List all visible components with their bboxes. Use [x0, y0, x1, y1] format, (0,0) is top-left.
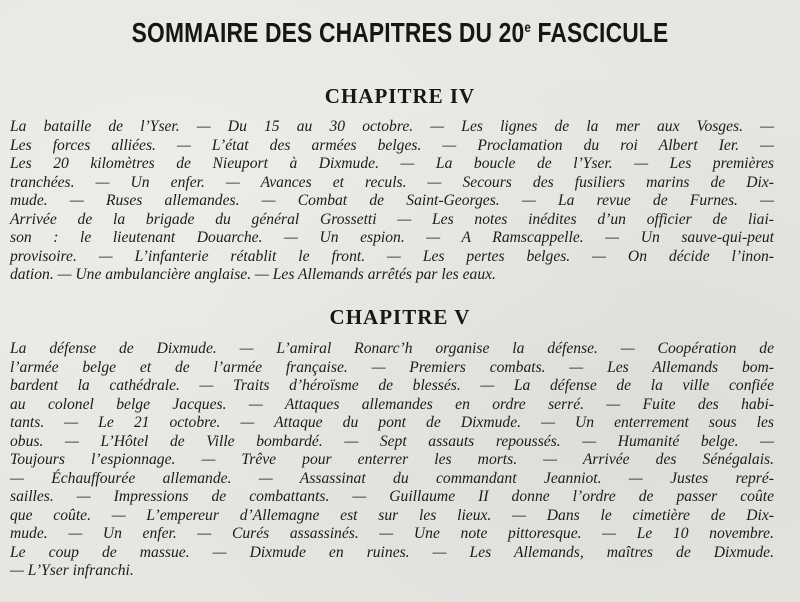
- summary-line: Arrivée de la brigade du général Grossetti — Les notes inédites d’un officier de liai-: [10, 210, 774, 228]
- summary-line: — Échauffourée allemande. — Assassinat du commandant Jeanniot. — Justes repré-: [10, 469, 774, 487]
- summary-line: obus. — L’Hôtel de Ville bombardé. — Sept assauts repoussés. — Humanité belge. —: [10, 432, 774, 450]
- summary-line: La bataille de l’Yser. — Du 15 au 30 octobre. — Les lignes de la mer aux Vosges. —: [10, 118, 774, 135]
- chapter-iv-heading: CHAPITRE IV: [324, 84, 476, 108]
- summary-line: que coûte. — L’empereur d’Allemagne est sur les lieux. — Dans le cimetière de Dix-: [10, 506, 774, 524]
- summary-line: tants. — Le 21 octobre. — Attaque du pont de Dixmude. — Un enterrement sous les: [10, 414, 774, 431]
- chapter-iv-summary: [10, 118, 774, 285]
- summary-line: Les forces alliées. — L’état des armées belges. — Proclamation du roi Albert Ier. —: [10, 136, 774, 154]
- summary-line: La défense de Dixmude. — L’amiral Ronarc’h organise la défense. — Coopération de: [10, 340, 774, 357]
- page-title-text: SOMMAIRE DES CHAPITRES DU 20: [131, 17, 525, 48]
- summary-line: sailles. — Impressions de combattants. — Guillaume II donne l’ordre de passer coûte: [10, 488, 774, 505]
- summary-line: l’armée belge et de l’armée française. — Premiers combats. — Les Allemands bom-: [10, 358, 774, 376]
- chapter-v-heading: CHAPITRE V: [329, 305, 471, 329]
- page-title: [68, 17, 732, 49]
- summary-line: Toujours l’espionnage. — Trêve pour enterrer les morts. — Arrivée des Sénégalais.: [10, 451, 774, 468]
- summary-line: Les 20 kilomètres de Nieuport à Dixmude. — La boucle de l’Yser. — Les premières: [10, 155, 774, 172]
- chapter-v-summary: [10, 340, 774, 581]
- page-title-suffix: FASCICULE: [531, 17, 669, 48]
- summary-line: tranchées. — Un enfer. — Avances et reculs. — Secours des fusiliers marins de Dix-: [10, 173, 774, 191]
- summary-line: dation. — Une ambulancière anglaise. — Les Allemands arrêtés par les eaux.: [10, 266, 496, 283]
- summary-line: — L’Yser infranchi.: [10, 562, 134, 579]
- summary-line: mude. — Ruses allemandes. — Combat de Saint-Georges. — La revue de Furnes. —: [10, 192, 774, 209]
- page-title-superscript: e: [524, 19, 532, 35]
- summary-line: son : le lieutenant Douarche. — Un espion. — A Ramscappelle. — Un sauve-qui-peut: [10, 229, 774, 246]
- summary-line: Le coup de massue. — Dixmude en ruines. — Les Allemands, maîtres de Dixmude.: [10, 543, 774, 561]
- summary-line: provisoire. — L’infanterie rétablit le front. — Les pertes belges. — On décide l’inon-: [10, 247, 774, 265]
- summary-line: mude. — Un enfer. — Curés assassinés. — Une note pittoresque. — Le 10 novembre.: [10, 525, 774, 542]
- summary-line: bardent la cathédrale. — Traits d’héroïsme de blessés. — La défense de la ville confiée: [10, 377, 774, 394]
- summary-line: au colonel belge Jacques. — Attaques allemandes en ordre serré. — Fuite des habi-: [10, 395, 774, 413]
